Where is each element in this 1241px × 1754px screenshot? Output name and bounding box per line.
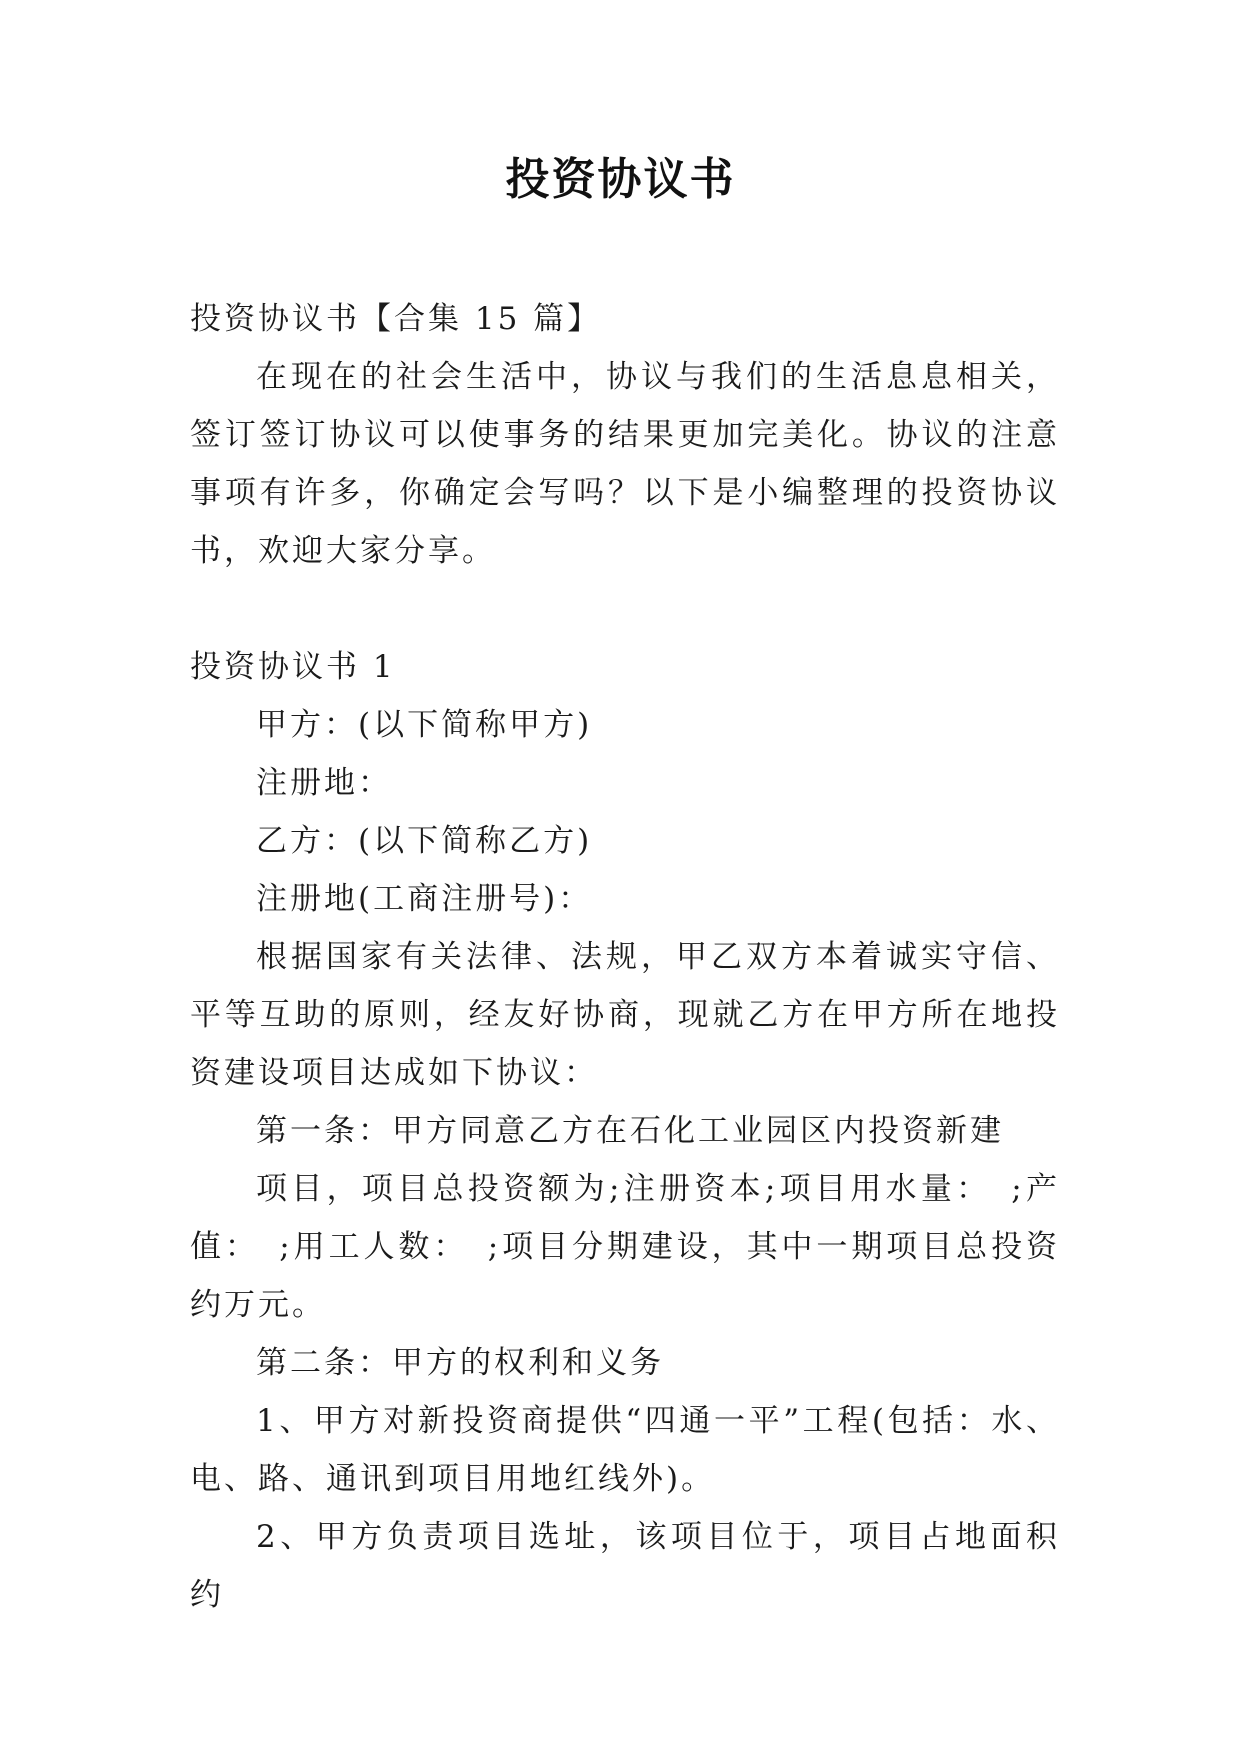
- document-title: 投资协议书: [505, 154, 736, 205]
- article-1-detail: 项目，项目总投资额为;注册资本;项目用水量： ;产值： ;用工人数： ;项目分期建设，其中一期项目总投资约万元。: [190, 1171, 1060, 1323]
- preamble-paragraph: 根据国家有关法律、法规，甲乙双方本着诚实守信、平等互助的原则，经友好协商，现就乙方在甲方所在地投资建设项目达成如下协议：: [190, 939, 1060, 1091]
- document-body: [190, 290, 1060, 1624]
- party-a-address-line: 注册地：: [256, 765, 392, 801]
- clause-2-paragraph: 2、甲方负责项目选址，该项目位于，项目占地面积约: [190, 1519, 1060, 1613]
- article-2-heading: 第二条：甲方的权利和义务: [256, 1345, 664, 1381]
- section-heading: 投资协议书 1: [190, 649, 396, 685]
- article-1-heading: 第一条：甲方同意乙方在石化工业园区内投资新建: [256, 1113, 1004, 1149]
- intro-paragraph: 在现在的社会生活中，协议与我们的生活息息相关，签订签订协议可以使事务的结果更加完美化。协议的注意事项有许多，你确定会写吗？以下是小编整理的投资协议书，欢迎大家分享。: [190, 359, 1060, 569]
- collection-subtitle: 投资协议书【合集 15 篇】: [190, 301, 602, 337]
- party-a-line: 甲方：(以下简称甲方): [256, 707, 593, 743]
- clause-1-paragraph: 1、甲方对新投资商提供“四通一平”工程(包括：水、电、路、通讯到项目用地红线外)。: [190, 1403, 1060, 1497]
- party-b-line: 乙方：(以下简称乙方): [256, 823, 593, 859]
- paragraph-spacer: [190, 580, 1060, 638]
- party-b-address-line: 注册地(工商注册号)：: [256, 881, 593, 917]
